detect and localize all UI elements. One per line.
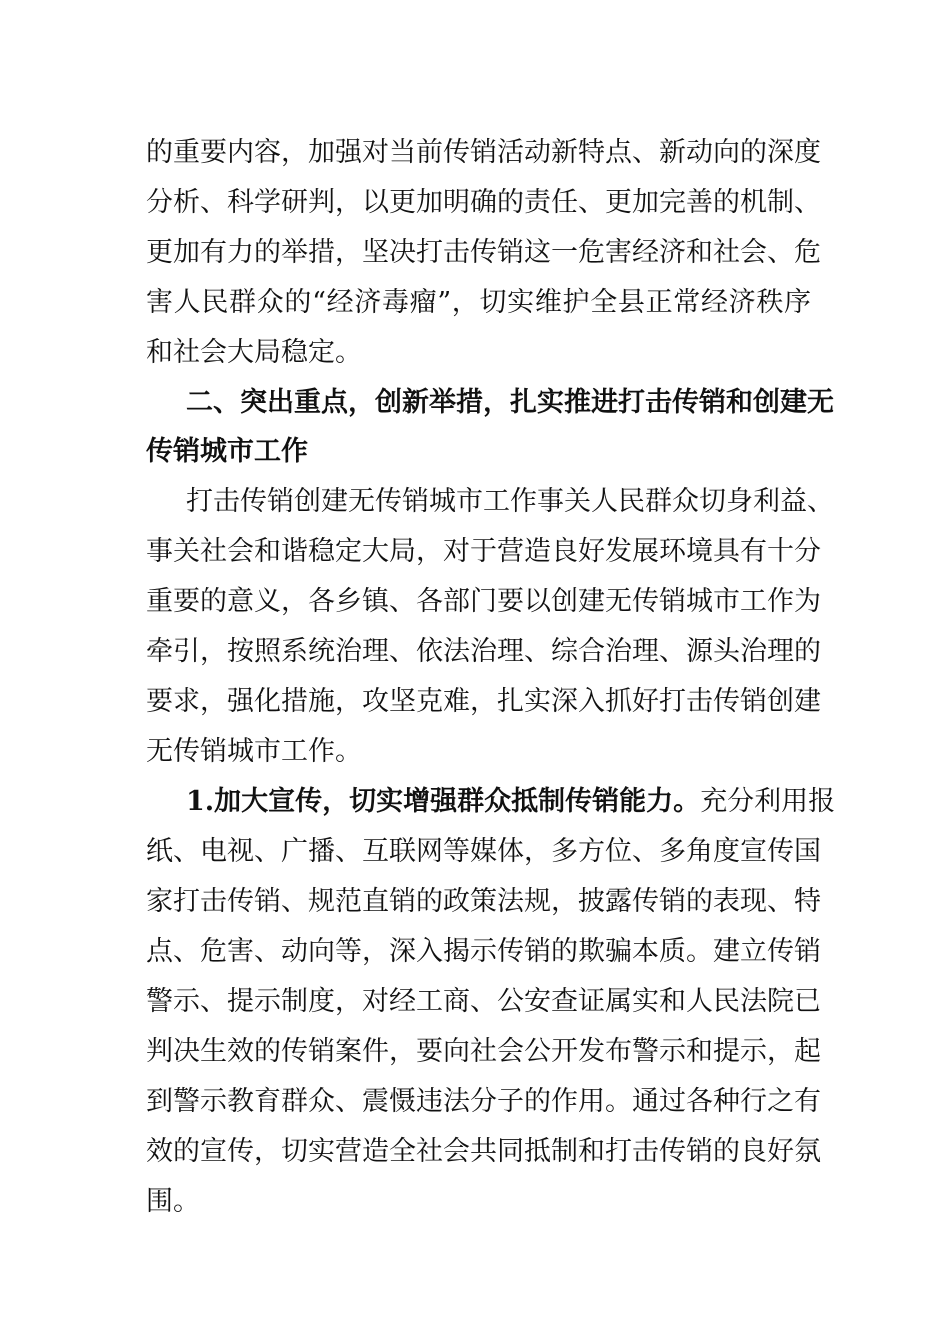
body-text-line: 害人民群众的“经济毒瘤”，切实维护全县正常经济秩序 [146,287,811,318]
body-text-line: 事关社会和谐稳定大局，对于营造良好发展环境具有十分 [146,536,821,567]
body-text-line: 到警示教育群众、震慑违法分子的作用。通过各种行之有 [146,1086,821,1117]
body-text-line: 效的宣传，切实营造全社会共同抵制和打击传销的良好氛 [146,1136,821,1167]
section-heading-line: 二、突出重点，创新举措，扎实推进打击传销和创建无 [186,387,834,418]
body-text-line: 的重要内容，加强对当前传销活动新特点、新动向的深度 [146,137,821,168]
body-text-line: 重要的意义，各乡镇、各部门要以创建无传销城市工作为 [146,586,821,617]
body-text-line: 分析、科学研判，以更加明确的责任、更加完善的机制、 [146,187,821,218]
body-text-line: 无传销城市工作。 [146,736,362,767]
body-text-line: 警示、提示制度，对经工商、公安查证属实和人民法院已 [146,986,821,1017]
body-text-line: 围。 [146,1186,200,1217]
body-text-line: 要求，强化措施，攻坚克难，扎实深入抓好打击传销创建 [146,686,821,717]
section-heading-line: 传销城市工作 [146,436,308,467]
body-text-line: 牵引，按照系统治理、依法治理、综合治理、源头治理的 [146,636,821,667]
body-text-line: 家打击传销、规范直销的政策法规，披露传销的表现、特 [146,886,821,917]
body-text-line: 和社会大局稳定。 [146,337,362,368]
subsection-heading: 1.加大宣传，切实增强群众抵制传销能力。 [186,786,701,817]
body-text-line: 更加有力的举措，坚决打击传销这一危害经济和社会、危 [146,237,821,268]
body-text-line: 点、危害、动向等，深入揭示传销的欺骗本质。建立传销 [146,936,821,967]
body-text-line: 打击传销创建无传销城市工作事关人民群众切身利益、 [186,486,834,517]
subsection-text: 充分利用报 [700,786,836,817]
body-text-line: 纸、电视、广播、互联网等媒体，多方位、多角度宣传国 [146,836,821,867]
body-text-line: 判决生效的传销案件，要向社会公开发布警示和提示，起 [146,1036,821,1067]
subsection-line [186,782,836,822]
